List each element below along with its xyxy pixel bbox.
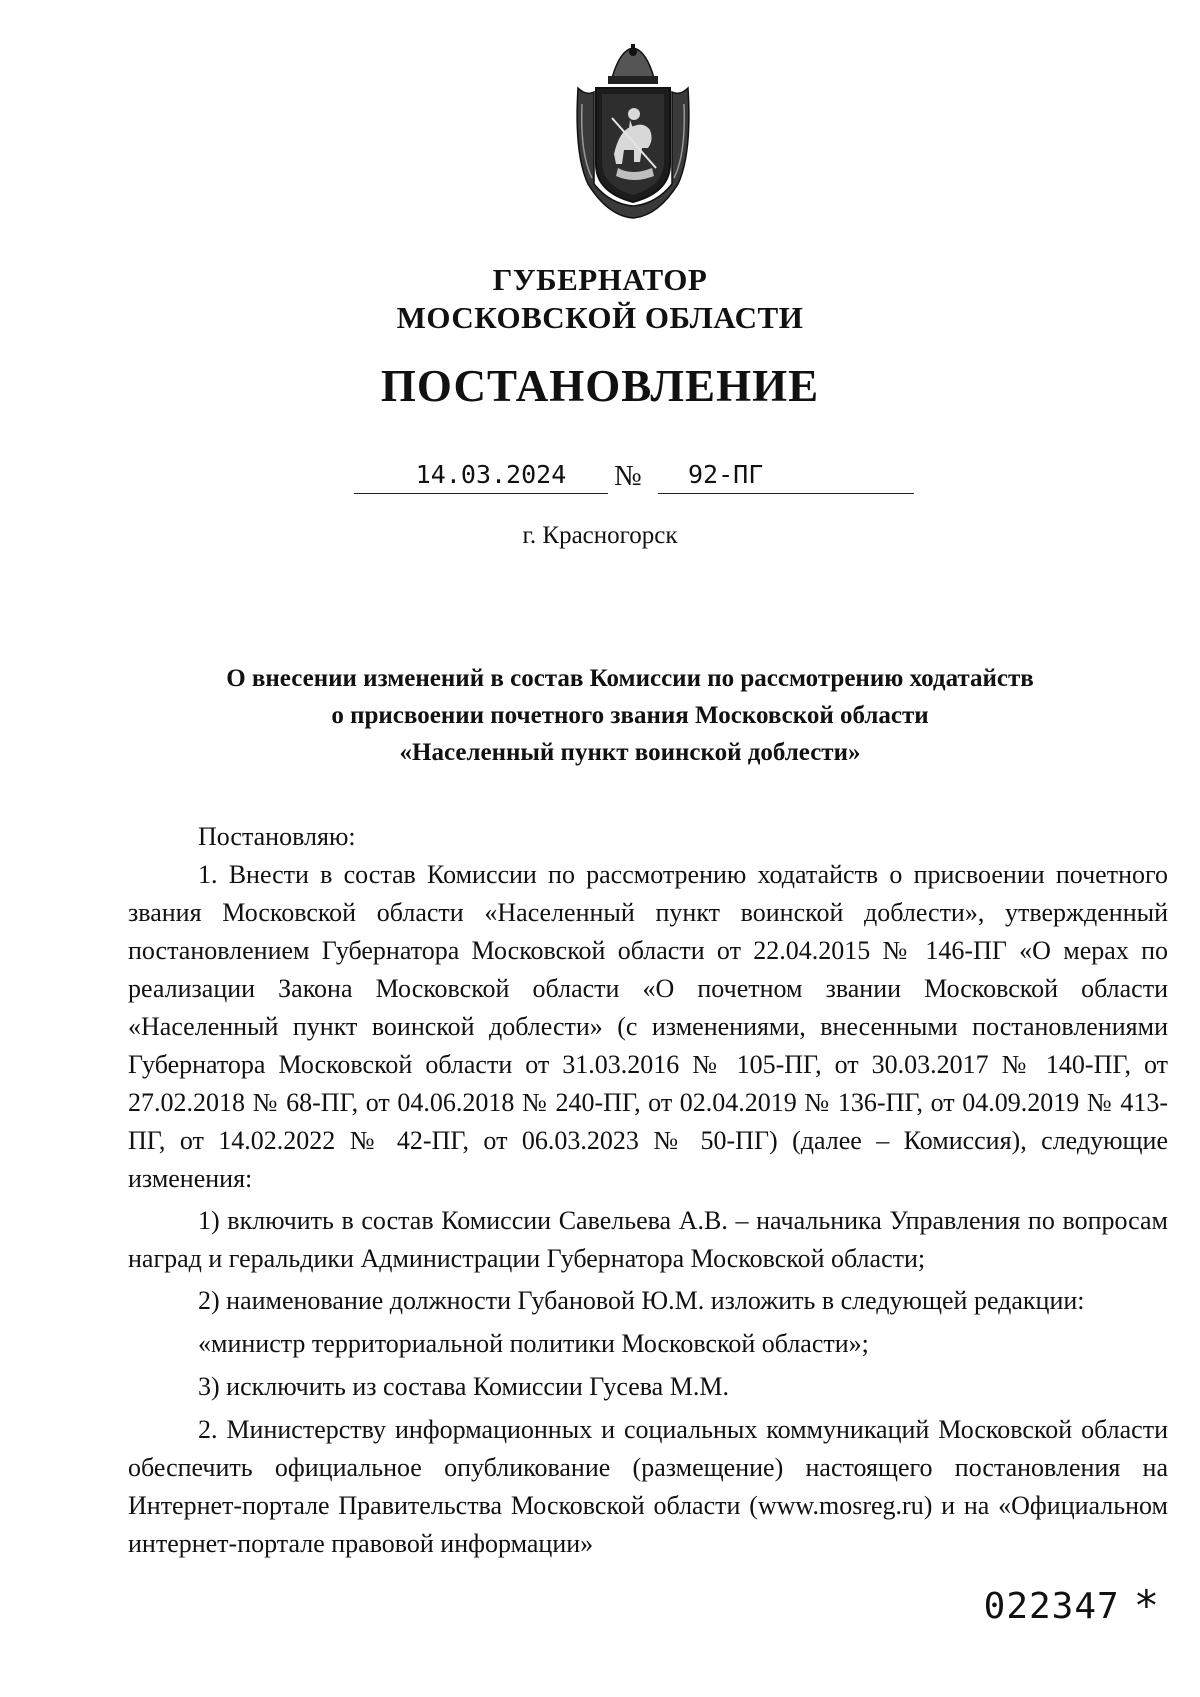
- document-type-heading: ПОСТАНОВЛЕНИЕ: [380, 361, 820, 411]
- preamble: Постановляю:: [198, 822, 356, 851]
- clause-1-sub-3: 3) исключить из состава Комиссии Гусева М.М.: [198, 1372, 729, 1401]
- title-line-3: «Населенный пункт воинской доблести»: [399, 739, 861, 766]
- clause-1-sub-2-quote: «министр территориальной политики Московской области»;: [198, 1329, 869, 1358]
- document-title: [130, 660, 1130, 771]
- title-line-1: О внесении изменений в состав Комиссии по рассмотрению ходатайств: [226, 665, 1034, 692]
- clause-1: 1. Внести в состав Комиссии по рассмотрению ходатайств о присвоении почетного звания Московской области «Населенный пункт воинской доблести», утвержденный постановлением Губернатора Московской области от 22.04.2015 № 146-ПГ «О мерах по реализации Закона Московской области «О почетном звании Московской области «Населенный пункт воинской доблести» (с изменениями, внесенными постановлениями Губернатора Московской области от 31.03.2016 № 105-ПГ, от 30.03.2017 № 140-ПГ, от 27.02.2018 № 68-ПГ, от 04.06.2018 № 240-ПГ, от 02.04.2019 № 136-ПГ, от 04.09.2019 № 413-ПГ, от 14.02.2022 № 42-ПГ, от 06.03.2023 № 50-ПГ) (далее – Комиссия), следующие изменения:: [128, 860, 1168, 1193]
- issuer-line-2: МОСКОВСКОЙ ОБЛАСТИ: [396, 300, 804, 335]
- document-date: 14.03.2024: [354, 458, 608, 494]
- city-name: г. Красногорск: [522, 522, 678, 549]
- title-line-2: о присвоении почетного звания Московской области: [331, 702, 929, 729]
- number-sign: №: [614, 460, 642, 492]
- clause-2: 2. Министерству информационных и социальных коммуникаций Московской области обеспечить официальное опубликование (размещение) настоящего постановления на Интернет-портале Правительства Московской области (www.mosreg.ru) и на «Официальном интернет-портале правовой информации»: [128, 1415, 1168, 1558]
- clause-1-sub-1: 1) включить в состав Комиссии Савельева А.В. – начальника Управления по вопросам наград и геральдики Администрации Губернатора Московской области;: [128, 1206, 1168, 1273]
- serial-number-stamp: [983, 1581, 1160, 1630]
- clause-1-sub-2: 2) наименование должности Губановой Ю.М. изложить в следующей редакции:: [198, 1286, 1085, 1315]
- date-number-row: [354, 458, 914, 498]
- document-number: 92-ПГ: [658, 458, 914, 494]
- asterisk-mark: *: [1133, 1581, 1160, 1630]
- coat-of-arms-emblem: [568, 44, 698, 219]
- serial-number: 022347: [983, 1585, 1120, 1627]
- issuer-line-1: ГУБЕРНАТОР: [492, 262, 708, 297]
- document-body: [128, 818, 1168, 1563]
